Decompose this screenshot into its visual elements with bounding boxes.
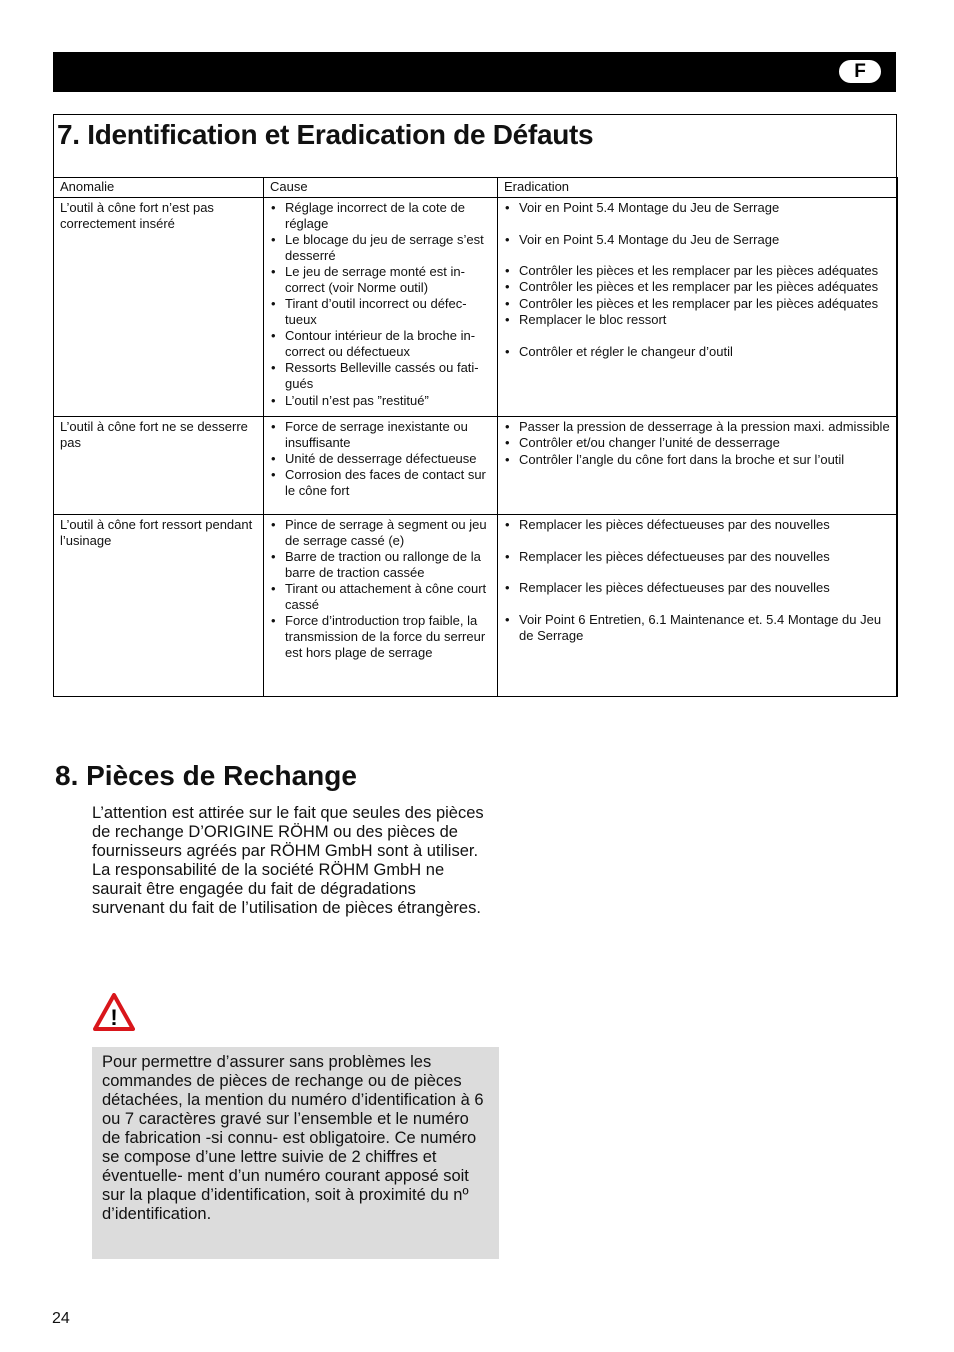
list-item: • Voir Point 6 Entretien, 6.1 Maintenance et. 5.4 Montage du Jeu de Serrage — [504, 612, 891, 644]
list-item: • Voir en Point 5.4 Montage du Jeu de Serrage — [504, 232, 891, 248]
list-item: • Remplacer les pièces défectueuses par des nouvelles — [504, 580, 891, 596]
list-item: • Corrosion des faces de contact sur le cône fort — [270, 467, 491, 499]
table-header-row — [54, 178, 898, 198]
table-row — [54, 515, 898, 697]
list-item: • Contrôler l’angle du cône fort dans la broche et sur l’outil — [504, 452, 891, 468]
list-item: • Le blocage du jeu de serrage s’est desserré — [270, 232, 491, 264]
cause-list — [270, 419, 491, 499]
warning-mark: ! — [110, 1005, 118, 1030]
list-item: • Remplacer les pièces défectueuses par des nouvelles — [504, 517, 891, 533]
list-item: • Contrôler les pièces et les remplacer par les pièces adéquates — [504, 263, 891, 279]
column-header-cause: Cause — [264, 178, 498, 198]
list-item: • Remplacer le bloc ressort — [504, 312, 891, 328]
eradication-cell — [498, 198, 898, 417]
list-item: • Ressorts Belleville cassés ou fati- gués — [270, 360, 491, 392]
spare-parts-intro: L’attention est attirée sur le fait que seules des pièces de rechange D’ORIGINE RÖHM ou des pièces de fournisseurs agréés par RÖHM GmbH sont à utiliser. La responsabilité de la société RÖHM GmbH ne saurait être engagée du fait de dégradations survenant du fait de l’utilisation de pièces étrangères. — [92, 804, 484, 917]
list-item: • Le jeu de serrage monté est in- correct (voir Norme outil) — [270, 264, 491, 296]
section8-title: 8. Pièces de Rechange — [55, 760, 357, 791]
warning-triangle-icon — [93, 993, 135, 1031]
anomaly-cell: L’outil à cône fort ressort pendant l’usinage — [54, 515, 264, 697]
eradication-list — [504, 200, 891, 359]
eradication-list — [504, 419, 891, 467]
list-item: • Force de serrage inexistante ou insuffisante — [270, 419, 491, 451]
list-item: • Unité de desserrage défectueuse — [270, 451, 491, 467]
list-item: • Contrôler et/ou changer l’unité de desserrage — [504, 435, 891, 451]
list-item: • Contour intérieur de la broche in- correct ou défectueux — [270, 328, 491, 360]
cause-cell — [264, 198, 498, 417]
list-item: • Contrôler les pièces et les remplacer par les pièces adéquates — [504, 279, 891, 295]
list-item: • Pince de serrage à segment ou jeu de serrage cassé (e) — [270, 517, 491, 549]
eradication-cell — [498, 417, 898, 515]
cause-list — [270, 517, 491, 661]
list-item: • Force d’introduction trop faible, la transmission de la force du serreur est hors plage de serrage — [270, 613, 491, 660]
list-item: • Voir en Point 5.4 Montage du Jeu de Serrage — [504, 200, 891, 216]
table-row — [54, 198, 898, 417]
troubleshooting-section — [53, 114, 897, 697]
language-badge: F — [837, 58, 883, 85]
list-item: • Barre de traction ou rallonge de la barre de traction cassée — [270, 549, 491, 581]
page-number: 24 — [52, 1310, 70, 1327]
list-item: • Remplacer les pièces défectueuses par des nouvelles — [504, 549, 891, 565]
list-item: • Tirant d’outil incorrect ou défec- tueux — [270, 296, 491, 328]
ordering-note: Pour permettre d’assurer sans problèmes les commandes de pièces de rechange ou de pièces détachées, la mention du numéro d’identification à 6 ou 7 caractères gravé sur l’ensemble et le numéro de fabrication -si connu- est obligatoire. Ce numéro se compose d’une lettre suivie de 2 chiffres et éventuelle- ment d’un numéro courant apposé soit sur la plaque d’identification, soit à proximité du nº d’identification. — [92, 1047, 499, 1259]
cause-list — [270, 200, 491, 408]
list-item: • L’outil n’est pas ”restitué” — [270, 393, 491, 409]
list-item: • Contrôler les pièces et les remplacer par les pièces adéquates — [504, 296, 891, 312]
defects-table — [53, 177, 898, 697]
header-bar — [53, 52, 896, 92]
eradication-list — [504, 517, 891, 643]
list-item: • Contrôler et régler le changeur d’outil — [504, 344, 891, 360]
anomaly-cell: L’outil à cône fort ne se desserre pas — [54, 417, 264, 515]
list-item: • Passer la pression de desserrage à la pression maxi. admissible — [504, 419, 891, 435]
anomaly-cell: L’outil à cône fort n’est pas correctement inséré — [54, 198, 264, 417]
column-header-eradication: Eradication — [498, 178, 898, 198]
section7-title: 7. Identification et Eradication de Défauts — [57, 119, 594, 150]
list-item: • Tirant ou attachement à cône court cassé — [270, 581, 491, 613]
eradication-cell — [498, 515, 898, 697]
cause-cell — [264, 417, 498, 515]
cause-cell — [264, 515, 498, 697]
column-header-anomalie: Anomalie — [54, 178, 264, 198]
table-row — [54, 417, 898, 515]
list-item: • Réglage incorrect de la cote de réglage — [270, 200, 491, 232]
